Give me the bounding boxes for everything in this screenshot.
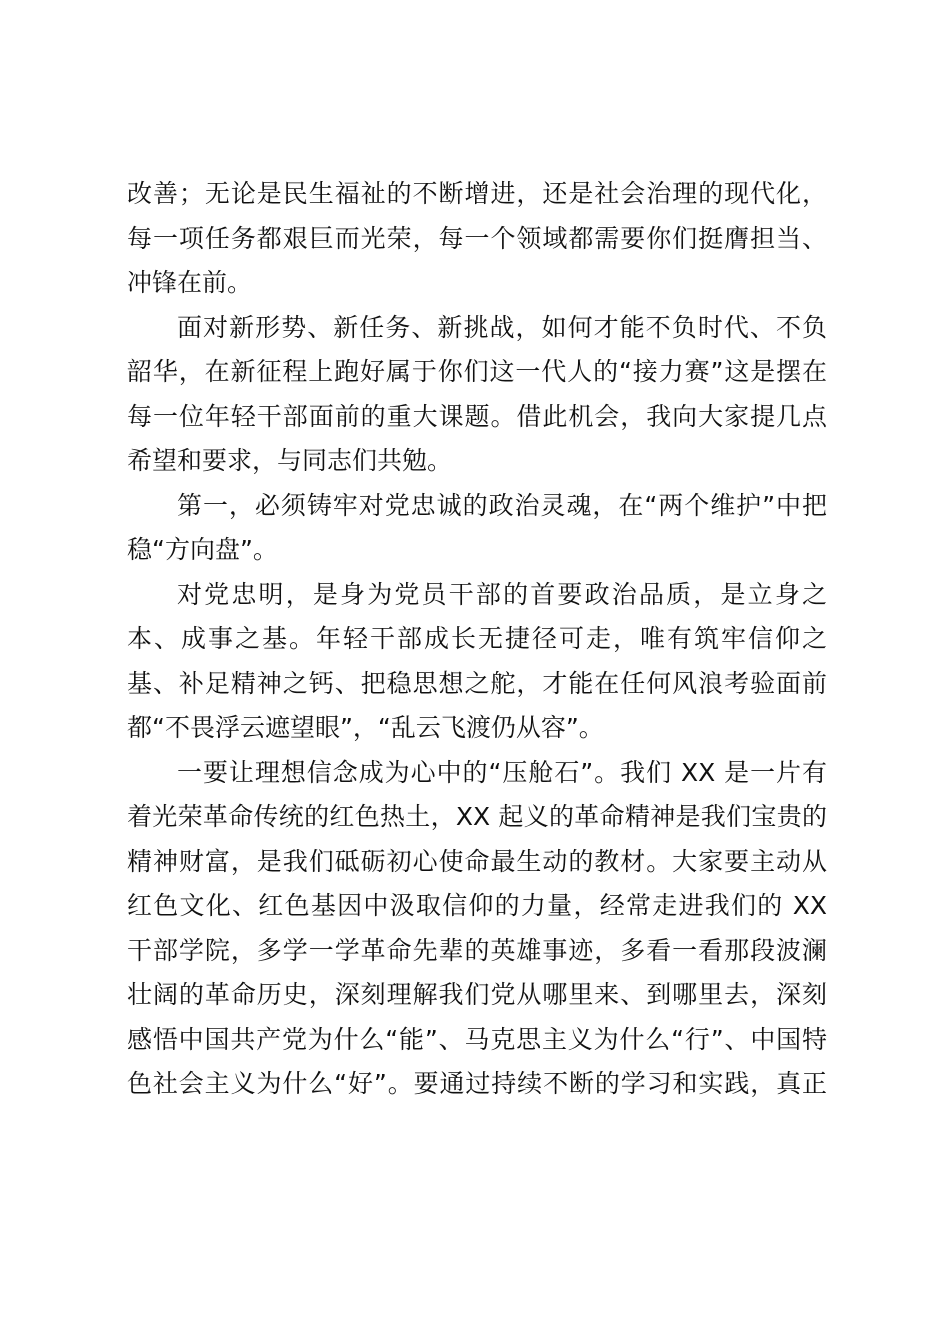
paragraph <box>127 573 827 751</box>
paragraph <box>127 172 827 306</box>
paragraph <box>127 751 827 1107</box>
text-line: 冲锋在前。 <box>127 268 253 297</box>
text-line: 改善；无论是民生福祉的不断增进，还是社会治理的现代化， <box>127 179 827 208</box>
text-line: 一要让理想信念成为心中的“压舱石”。我们 XX 是一片有 <box>177 757 827 787</box>
text-line: 都“不畏浮云遮望眼”，“乱云飞渡仍从容”。 <box>127 713 604 742</box>
text-line: 本、成事之基。年轻干部成长无捷径可走，唯有筑牢信仰之 <box>127 624 827 653</box>
text-line: 色社会主义为什么“好”。要通过持续不断的学习和实践，真正 <box>127 1069 827 1098</box>
text-line: 红色文化、红色基因中汲取信仰的力量，经常走进我们的 XX <box>127 891 827 920</box>
paragraph <box>127 306 827 484</box>
text-line: 壮阔的革命历史，深刻理解我们党从哪里来、到哪里去，深刻 <box>127 980 827 1009</box>
text-line: 对党忠明，是身为党员干部的首要政治品质，是立身之 <box>177 579 827 609</box>
text-line: 着光荣革命传统的红色热土，XX 起义的革命精神是我们宝贵的 <box>127 802 827 831</box>
text-line: 希望和要求，与同志们共勉。 <box>127 446 453 475</box>
document-body <box>127 172 827 1107</box>
text-line: 每一位年轻干部面前的重大课题。借此机会，我向大家提几点 <box>127 401 827 431</box>
text-line: 精神财富，是我们砥砺初心使命最生动的教材。大家要主动从 <box>127 846 827 876</box>
text-line: 稳“方向盘”。 <box>127 535 278 564</box>
text-line: 感悟中国共产党为什么“能”、马克思主义为什么“行”、中国特 <box>127 1024 827 1054</box>
text-line: 第一，必须铸牢对党忠诚的政治灵魂，在“两个维护”中把 <box>177 490 827 520</box>
paragraph-heading <box>127 484 827 573</box>
text-line: 每一项任务都艰巨而光荣，每一个领域都需要你们挺膺担当、 <box>127 223 827 253</box>
text-line: 干部学院，多学一学革命先辈的英雄事迹，多看一看那段波澜 <box>127 935 827 965</box>
text-line: 基、补足精神之钙、把稳思想之舵，才能在任何风浪考验面前 <box>127 668 827 698</box>
text-line: 面对新形势、新任务、新挑战，如何才能不负时代、不负 <box>177 312 827 342</box>
text-line: 韶华，在新征程上跑好属于你们这一代人的“接力赛”这是摆在 <box>127 357 827 386</box>
